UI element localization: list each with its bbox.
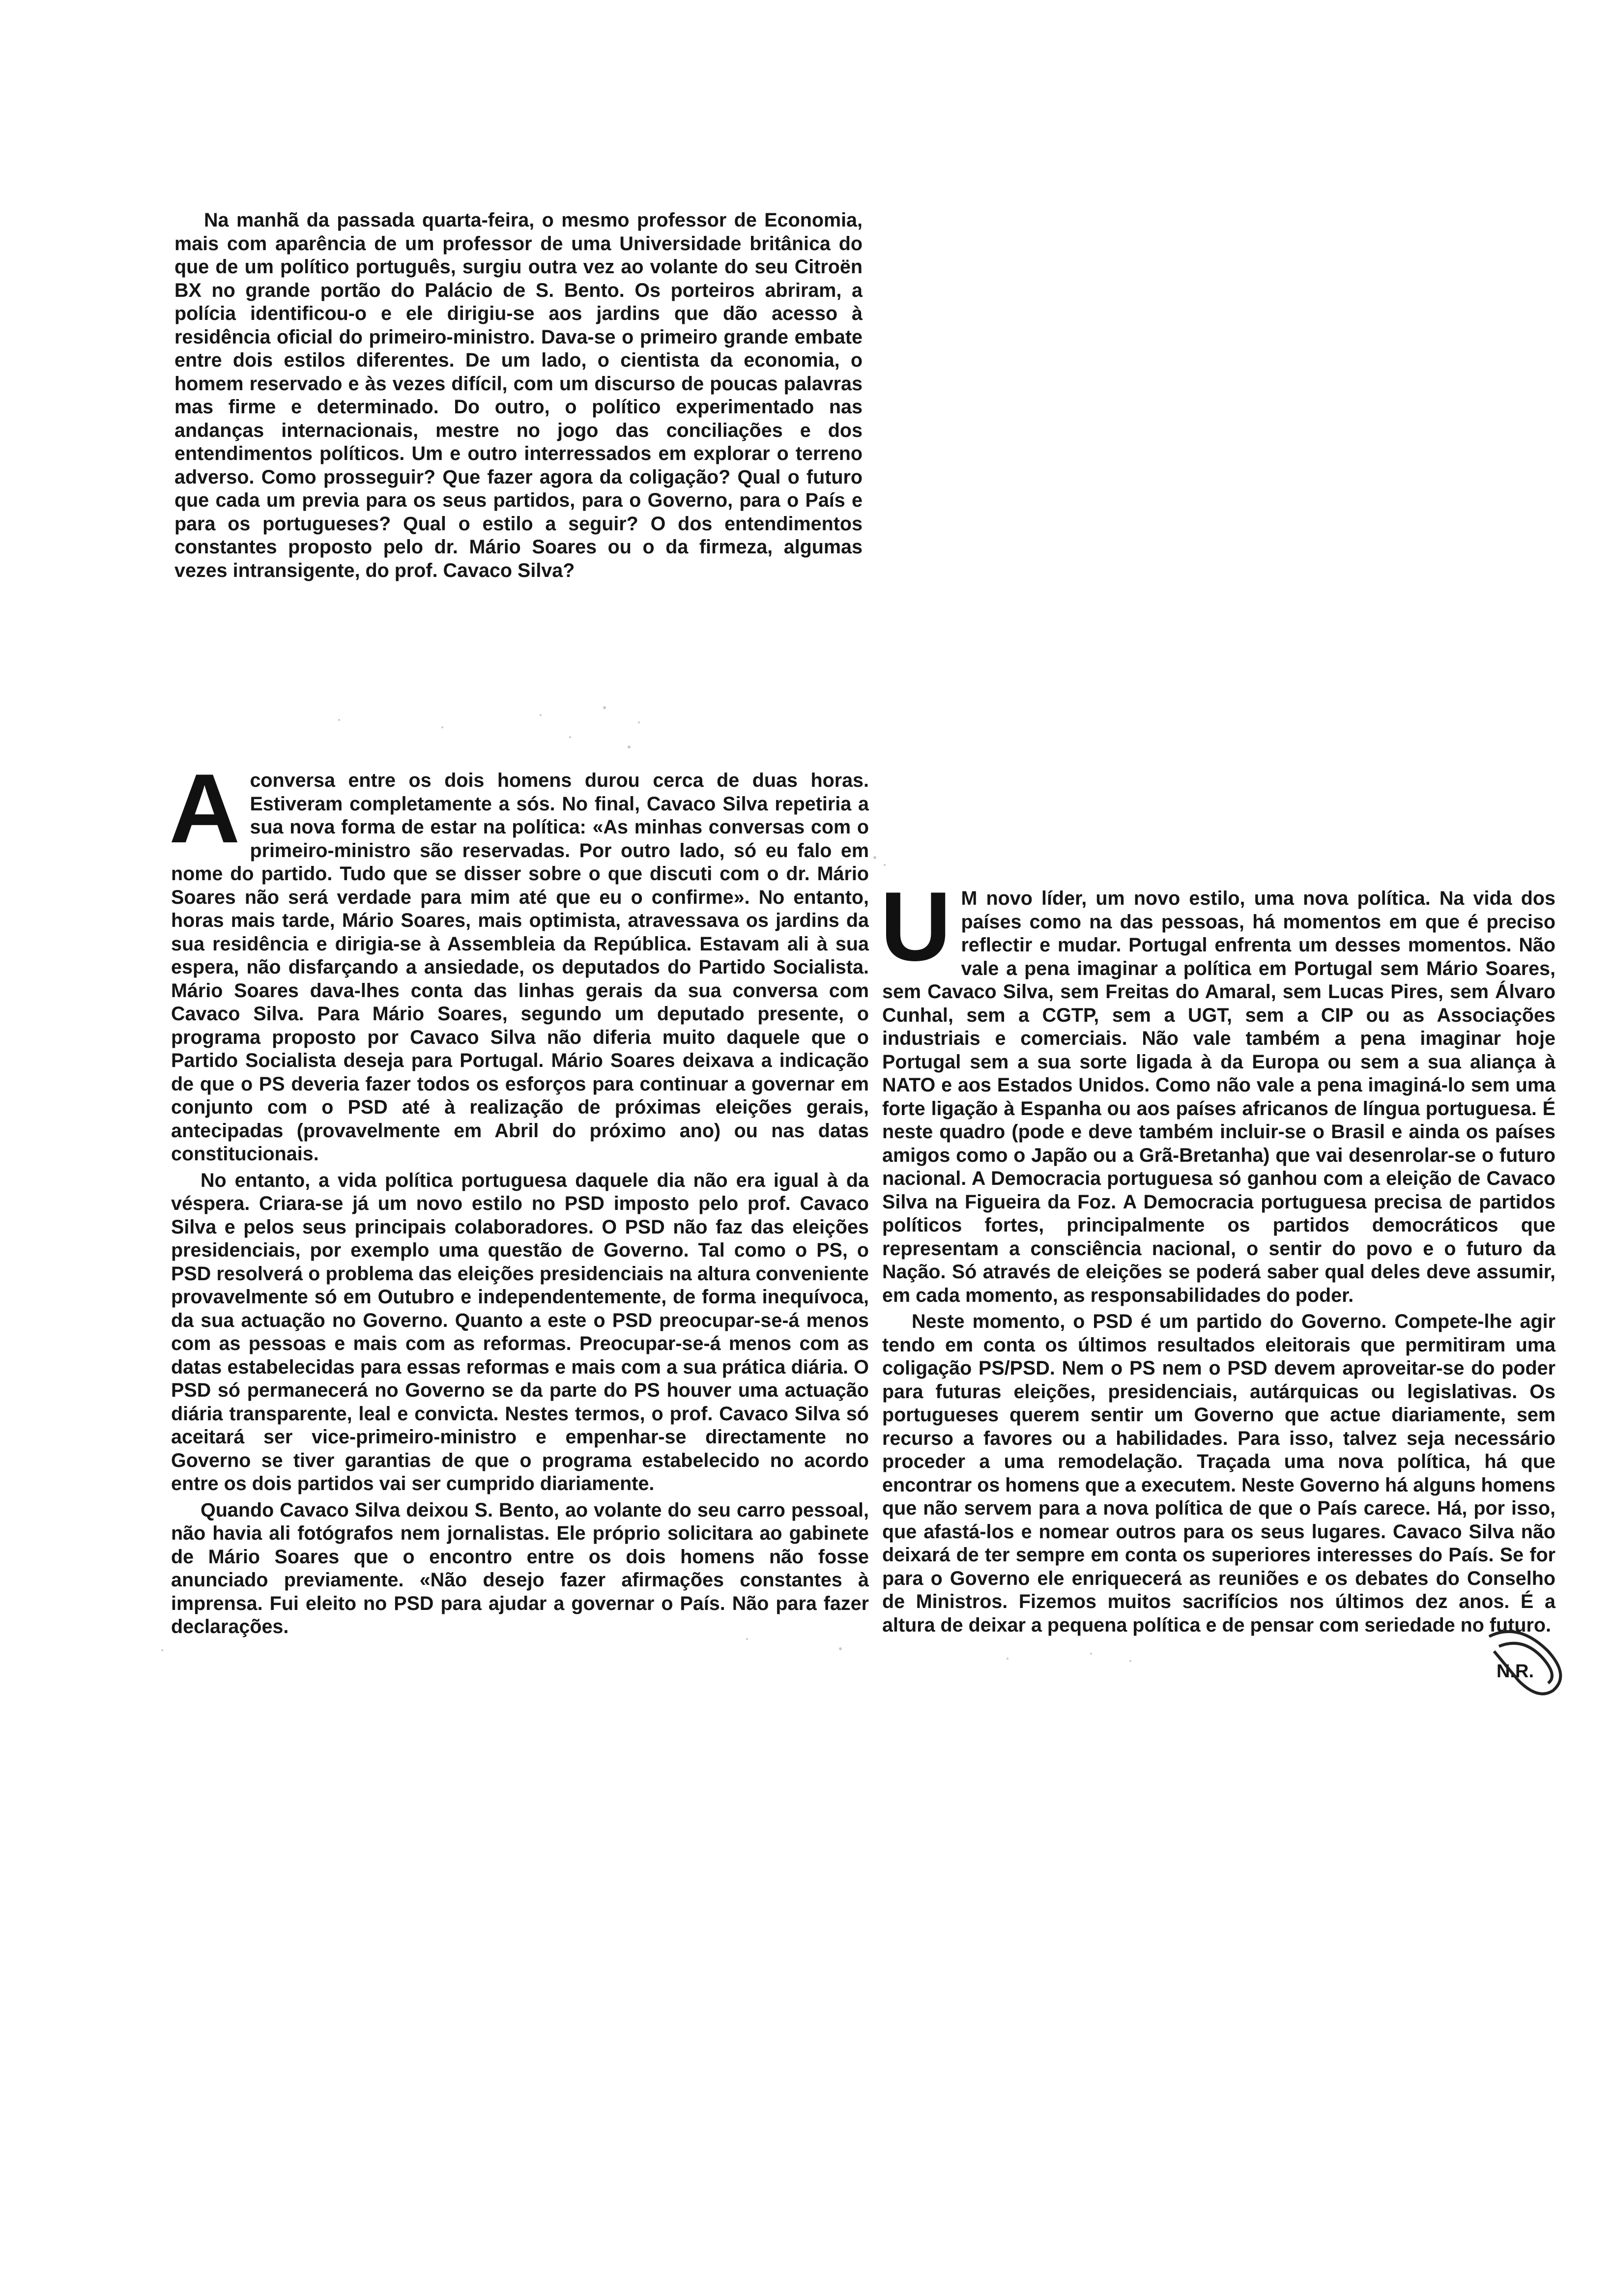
drop-cap: A [169, 754, 240, 863]
intro-text: Na manhã da passada quarta-feira, o mesmo professor de Economia, mais com aparência de um professor de uma Universidade britânica do que de um político português, surgiu outra vez ao volante do seu Citroën BX no grande portão do Palácio de S. Bento. Os porteiros abriram, a polícia identificou-o e ele dirigiu-se aos jardins que dão acesso à residência oficial do primeiro-ministro. Dava-se o primeiro grande embate entre dois estilos diferentes. De um lado, o cientista da economia, o homem reservado e às vezes difícil, com um discurso de poucas palavras mas firme e determinado. Do outro, o político experimentado nas andanças internacionais, mestre no jogo das conciliações e dos entendimentos políticos. Um e outro interressados em explorar o terreno adverso. Como prosseguir? Que fazer agora da coligação? Qual o futuro que cada um previa para os seus partidos, para o Governo, para o País e para os portugueses? Qual o estilo a seguir? O dos entendimentos constantes proposto pelo dr. Mário Soares ou o da firmeza, algumas vezes intransigente, do prof. Cavaco Silva? [174, 209, 863, 581]
article2-paragraph-1: M novo líder, um novo estilo, uma nova política. Na vida dos países como na das pessoas, há momentos em que é preciso reflectir e mudar. Portugal enfrenta um desses momentos. Não vale a pena imaginar a política em Portugal sem Mário Soares, sem Cavaco Silva, sem Freitas do Amaral, sem Lucas Pires, sem Álvaro Cunhal, sem a CGTP, sem a UGT, sem a CIP ou as Associações industriais e comerciais. Não vale também a pena imaginar hoje Portugal sem a sua sorte ligada à da Europa ou sem a sua aliança à NATO e aos Estados Unidos. Como não vale a pena imaginá-lo sem uma forte ligação à Espanha ou aos países africanos de língua portuguesa. É neste quadro (pode e deve também incluir-se o Brasil e ainda os países amigos como o Japão ou a Grã-Bretanha) que vai desenrolar-se o futuro nacional. A Democracia portuguesa só ganhou com a eleição de Cavaco Silva na Figueira da Foz. A Democracia portuguesa precisa de partidos políticos fortes, principalmente os partidos democráticos que representam a consciência nacional, o sentir do povo e o futuro da Nação. Só através de eleições se poderá saber qual deles deve assumir, em cada momento, as responsabilidades do poder. [882, 888, 1555, 1306]
article2-paragraph-2: Neste momento, o PSD é um partido do Governo. Compete-lhe agir tendo em conta os últimos resultados eleitorais que permitiram uma coligação PS/PSD. Nem o PS nem o PSD devem aproveitar-se do poder para futuras eleições, presidenciais, autárquicas ou legislativas. Os portugueses querem sentir um Governo que actue diariamente, sem recurso a favores ou a habilidades. Para isso, talvez seja necessário proceder a uma remodelação. Traçada uma nova política, há que encontrar os homens que a executem. Neste Governo há alguns homens que não servem para a nova política de que o País carece. Há, por isso, que afastá-los e nomear outros para os seus lugares. Cavaco Silva não deixará de ter sempre em conta os superiores interesses do País. Se for para o Governo ele enriquecerá as reuniões e os debates do Conselho de Ministros. Fizemos muitos sacrifícios nos últimos dez anos. É a altura de deixar a pequena política e de pensar com seriedade no futuro. [882, 1311, 1555, 1636]
article1-paragraph-2: No entanto, a vida política portuguesa daquele dia não era igual à da véspera. Criara-se já um novo estilo no PSD imposto pelo prof. Cavaco Silva e pelos seus principais colaboradores. O PSD não faz das eleições presidenciais, por exemplo uma questão de Governo. Tal como o PS, o PSD resolverá o problema das eleições presidenciais na altura conveniente provavelmente só em Outubro e independentemente, de forma inequívoca, da sua actuação no Governo. Quanto a este o PSD preocupar-se-á menos com as pessoas e mais com as reformas. Preocupar-se-á menos com as datas estabelecidas para essas reformas e mais com a sua prática diária. O PSD só permanecerá no Governo se da parte do PS houver uma actuação diária transparente, leal e convicta. Nestes termos, o prof. Cavaco Silva só aceitará ser vice-primeiro-ministro e empenhar-se directamente no Governo se tiver garantias de que o programa estabelecido no acordo entre os dois partidos vai ser cumprido diariamente. [171, 1169, 869, 1494]
article-right-column [880, 872, 1555, 1640]
article1-paragraph-1: conversa entre os dois homens durou cerca de duas horas. Estiveram completamente a sós. No final, Cavaco Silva repetiria a sua nova forma de estar na política: «As minhas conversas com o primeiro-ministro são reservadas. Por outro lado, só eu falo em nome do partido. Tudo que se disser sobre o que discuti com o dr. Mário Soares não será verdade para mim até que eu o confirme». No entanto, horas mais tarde, Mário Soares, mais optimista, atravessava os jardins da sua residência e dirigia-se à Assembleia da República. Estavam ali à sua espera, não disfarçando a ansiedade, os deputados do Partido Socialista. Mário Soares dava-lhes conta das linhas gerais da sua conversa com Cavaco Silva. Para Mário Soares, segundo um deputado presente, o programa proposto por Cavaco Silva não diferia muito daquele que o Partido Socialista deseja para Portugal. Mário Soares deixava a indicação de que o PS deveria fazer todos os esforços para continuar a governar em conjunto com o PSD até à realização de próximas eleições gerais, antecipadas (provavelmente em Abril do próximo ano) ou nas datas constitucionais. [171, 770, 869, 1165]
drop-cap: U [880, 872, 951, 981]
paperclip-mark [1479, 1617, 1573, 1700]
intro-paragraph [174, 209, 863, 585]
author-signature: N.R. [1497, 1661, 1534, 1682]
article1-paragraph-3: Quando Cavaco Silva deixou S. Bento, ao volante do seu carro pessoal, não havia ali fotógrafos nem jornalistas. Ele próprio solicitara ao gabinete de Mário Soares que o encontro entre os dois homens não fosse anunciado previamente. «Não desejo fazer afirmações constantes à imprensa. Fui eleito no PSD para ajudar a governar o País. Não para fazer declarações. [171, 1499, 869, 1637]
article-left-column [169, 754, 869, 1642]
